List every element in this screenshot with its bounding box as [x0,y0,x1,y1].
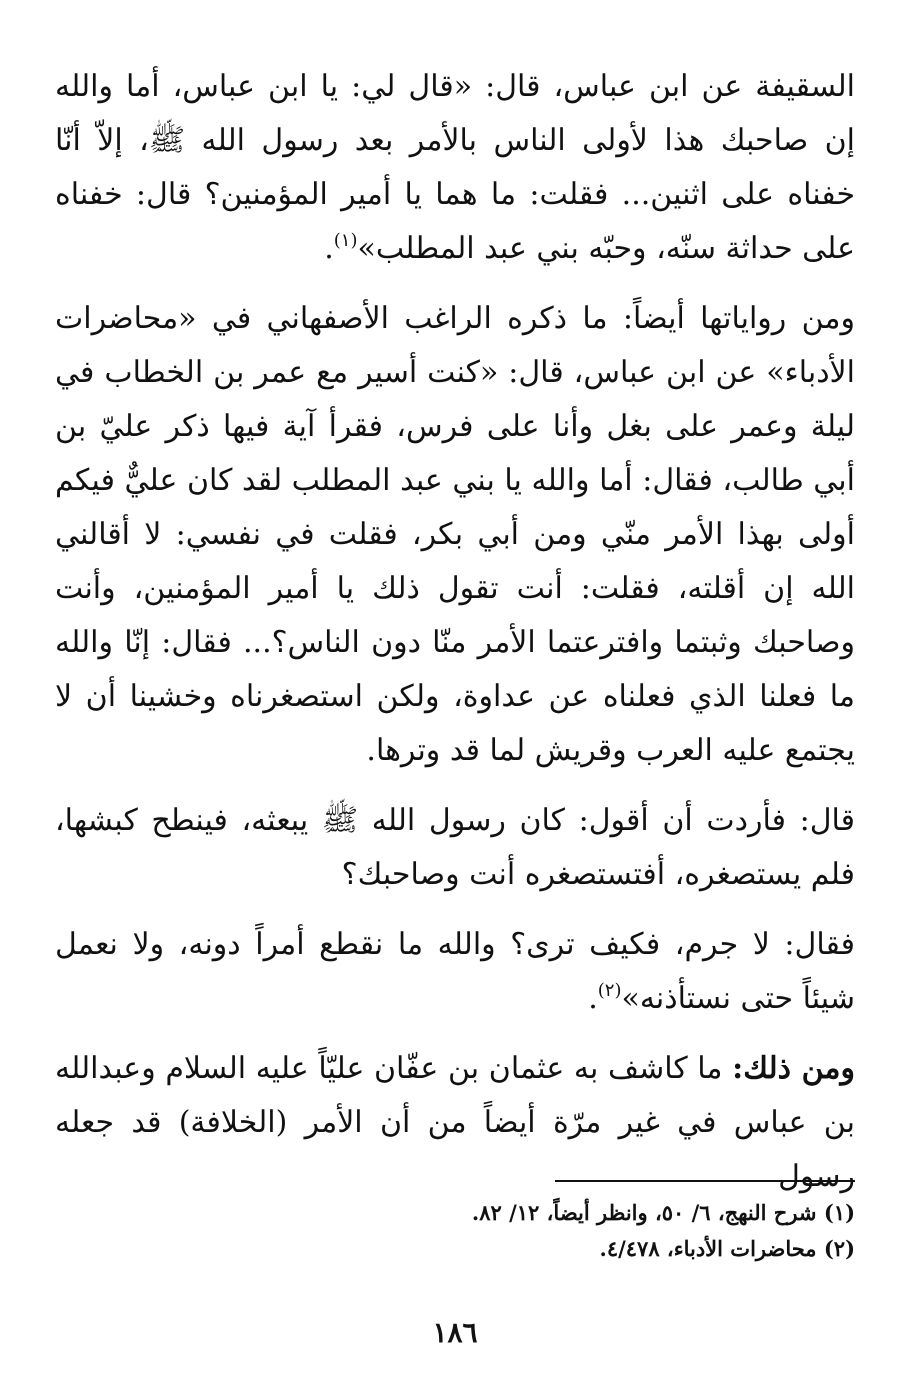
footnotes [55,1195,855,1267]
paragraph-2 [55,292,855,778]
footnote-ref-2: (٢) [597,980,622,1001]
paragraph-5-lead: ومن ذلك: [732,1051,855,1086]
footnote-ref-1: (١) [333,230,358,251]
page-number: ١٨٦ [432,1316,478,1349]
paragraph-4-text: فقال: لا جرم، فكيف ترى؟ والله ما نقطع أمراً دونه، ولا نعمل شيئاً حتى نستأذنه» [55,927,855,1016]
paragraph-5-text: ما كاشف به عثمان بن عفّان عليّاً عليه السلام وعبدالله بن عباس في غير مرّة أيضاً من أن الأمر (الخلافة) قد جعله رسول [55,1051,855,1194]
footnote-2: (٢) محاضرات الأدباء، ٤/٤٧٨. [599,1236,855,1261]
paragraph-4: فقال: لا جرم، فكيف ترى؟ والله ما نقطع أمراً دونه، ولا نعمل شيئاً حتى نستأذنه»$^{(٢)}$. [55,927,855,1016]
footnote-1: (١) شرح النهج، ٦/ ٥٠، وانظر أيضاً، ١٢/ ٨٢. [471,1200,855,1225]
paragraph-3 [55,794,855,902]
paragraph-2-text: ومن رواياتها أيضاً: ما ذكره الراغب الأصفهاني في «محاضرات الأدباء» عن ابن عباس، قال: «كنت أسير مع عمر بن الخطاب في ليلة وعمر على بغل وأنا على فرس، فقرأ آية فيها ذكر عليّ بن أبي طالب، فقال: أما والله يا بني عبد المطلب لقد كان عليٌّ فيكم أولى بهذا الأمر منّي ومن أبي بكر، فقلت في نفسي: لا أقالني الله إن أقلته، فقلت: أنت تقول ذلك يا أمير المؤمنين، وأنت وصاحبك وثبتما وافترعتما الأمر منّا دون الناس؟... فقال: إنّا والله ما فعلنا الذي فعلناه عن عداوة، ولكن استصغرناه وخشينا أن لا يجتمع عليه العرب وقريش لما قد وترها. [55,301,855,768]
main-text [55,60,855,1220]
paragraph-1-text: السقيفة عن ابن عباس، قال: «قال لي: يا ابن عباس، أما والله إن صاحبك هذا لأولى الناس بالأمر بعد رسول الله ﷺ، إلاّ أنّا خفناه على اثنين... فقلت: ما هما يا أمير المؤمنين؟ قال: خفناه على حداثة سنّه، وحبّه بني عبد المطلب» [55,69,855,266]
paragraph-3-text: قال: فأردت أن أقول: كان رسول الله ﷺ يبعثه، فينطح كبشها، فلم يستصغره، أفتستصغره أنت وصاحبك؟ [55,803,855,892]
paragraph-1: السقيفة عن ابن عباس، قال: «قال لي: يا ابن عباس، أما والله إن صاحبك هذا لأولى الناس بالأمر بعد رسول الله ﷺ، إلاّ أنّا خفناه على اثنين... فقلت: ما هما يا أمير المؤمنين؟ قال: خفناه على حداثة سنّه، وحبّه بني عبد المطلب»$^{(١)}$. [55,69,855,266]
footnote-divider [555,1180,855,1182]
